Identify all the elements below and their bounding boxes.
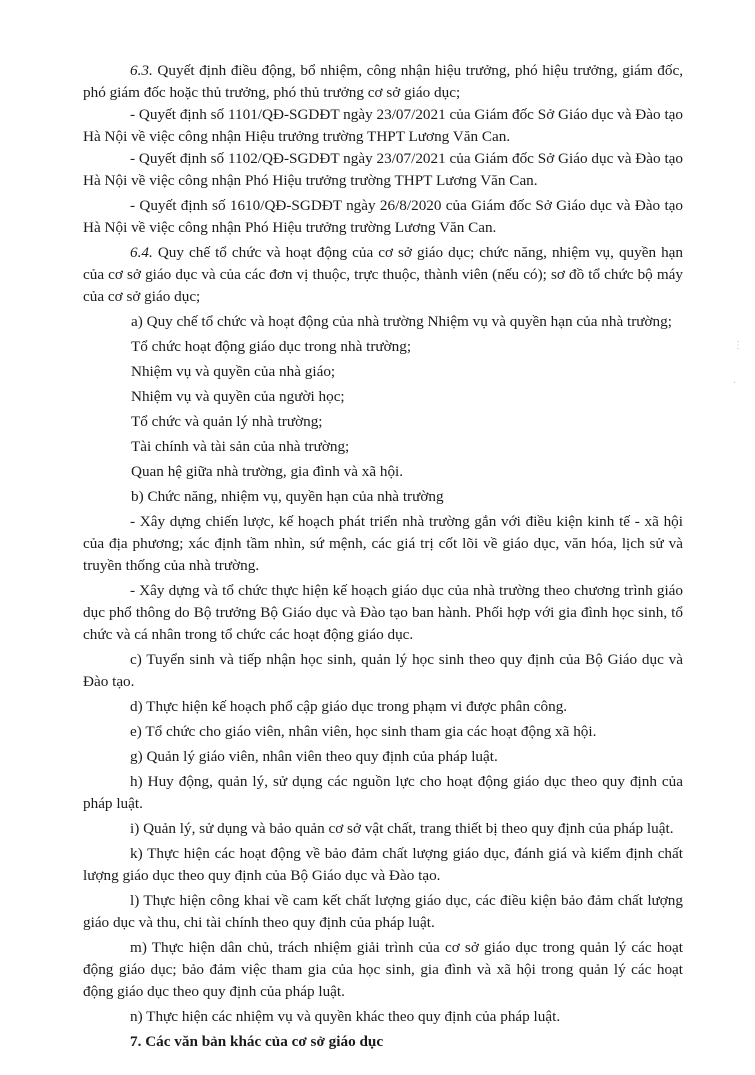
b-list-item: - Xây dựng và tổ chức thực hiện kế hoạch giáo dục của nhà trường theo chương trình giáo dục phổ thông do Bộ trưởng Bộ Giáo dục và Đào tạo ban hành. Phối hợp với gia đình học sinh, tổ chức và cá nhân trong tổ chức các hoạt động giáo dục. (83, 582, 683, 643)
item-i: i) Quản lý, sử dụng và bảo quản cơ sở vật chất, trang thiết bị theo quy định của pháp luật. (130, 820, 674, 837)
decision-1102: - Quyết định số 1102/QĐ-SGDĐT ngày 23/07/2021 của Giám đốc Sở Giáo dục và Đào tạo Hà Nội về việc công nhận Phó Hiệu trưởng trường THPT Lương Văn Can. (83, 150, 683, 189)
item-d: d) Thực hiện kế hoạch phổ cập giáo dục trong phạm vi được phân công. (130, 698, 568, 715)
item-m: m) Thực hiện dân chủ, trách nhiệm giải trình của cơ sở giáo dục trong quản lý các hoạt động giáo dục; bảo đảm việc tham gia của học sinh, gia đình và xã hội trong quản lý các hoạt động giáo dục theo quy định của pháp luật. (83, 939, 683, 1000)
item-g: g) Quản lý giáo viên, nhân viên theo quy định của pháp luật. (130, 748, 498, 765)
section-7-heading: 7. Các văn bản khác của cơ sở giáo dục (130, 1033, 384, 1050)
scan-speck: · (733, 378, 737, 389)
scan-speck: ⋮ (733, 340, 743, 351)
a-list-item: Quan hệ giữa nhà trường, gia đình và xã hội. (131, 463, 404, 480)
decision-1610: - Quyết định số 1610/QĐ-SGDĐT ngày 26/8/2020 của Giám đốc Sở Giáo dục và Đào tạo Hà Nội về việc công nhận Phó Hiệu trưởng trường Lương Văn Can. (83, 197, 683, 236)
item-n: n) Thực hiện các nhiệm vụ và quyền khác theo quy định của pháp luật. (130, 1008, 561, 1025)
section-6-3 (83, 60, 683, 104)
decision-1101: - Quyết định số 1101/QĐ-SGDĐT ngày 23/07/2021 của Giám đốc Sở Giáo dục và Đào tạo Hà Nội về việc công nhận Hiệu trưởng trường THPT Lương Văn Can. (83, 106, 683, 145)
section-6-3-text: Quyết định điều động, bổ nhiệm, công nhận hiệu trưởng, phó hiệu trưởng, giám đốc, phó giám đốc hoặc thủ trưởng, phó thủ trưởng cơ sở giáo dục; (83, 62, 683, 101)
a-list-item: Tổ chức và quản lý nhà trường; (131, 413, 323, 430)
section-6-3-number: 6.3. (130, 62, 153, 79)
item-e: e) Tổ chức cho giáo viên, nhân viên, học sinh tham gia các hoạt động xã hội. (130, 723, 597, 740)
a-list-item: Nhiệm vụ và quyền của người học; (131, 388, 345, 405)
section-6-4-number: 6.4. (130, 244, 153, 261)
item-a: a) Quy chế tổ chức và hoạt động của nhà trường Nhiệm vụ và quyền hạn của nhà trường; (131, 313, 672, 330)
item-k: k) Thực hiện các hoạt động về bảo đảm chất lượng giáo dục, đánh giá và kiểm định chất lượng giáo dục theo quy định của Bộ Giáo dục và Đào tạo. (83, 845, 683, 884)
a-list-item: Nhiệm vụ và quyền của nhà giáo; (131, 363, 336, 380)
a-list-item: Tổ chức hoạt động giáo dục trong nhà trường; (131, 338, 412, 355)
item-h: h) Huy động, quản lý, sử dụng các nguồn lực cho hoạt động giáo dục theo quy định của pháp luật. (83, 773, 683, 812)
item-b: b) Chức năng, nhiệm vụ, quyền hạn của nhà trường (131, 488, 444, 505)
section-6-4-text: Quy chế tổ chức và hoạt động của cơ sở giáo dục; chức năng, nhiệm vụ, quyền hạn của cơ sở giáo dục và của các đơn vị thuộc, trực thuộc, thành viên (nếu có); sơ đồ tổ chức bộ máy của cơ sở giáo dục; (83, 244, 684, 305)
section-6-4 (83, 242, 683, 308)
b-list-item: - Xây dựng chiến lược, kế hoạch phát triển nhà trường gắn với điều kiện kinh tế - xã hội của địa phương; xác định tầm nhìn, sứ mệnh, các giá trị cốt lõi về giáo dục, văn hóa, lịch sử và truyền thống của nhà trường. (83, 513, 683, 574)
a-list-item: Tài chính và tài sản của nhà trường; (131, 438, 350, 455)
item-l: l) Thực hiện công khai về cam kết chất lượng giáo dục, các điều kiện bảo đảm chất lượng giáo dục và thu, chi tài chính theo quy định của pháp luật. (83, 892, 683, 931)
document-body (83, 60, 683, 1053)
item-c: c) Tuyển sinh và tiếp nhận học sinh, quản lý học sinh theo quy định của Bộ Giáo dục và Đào tạo. (83, 651, 683, 690)
